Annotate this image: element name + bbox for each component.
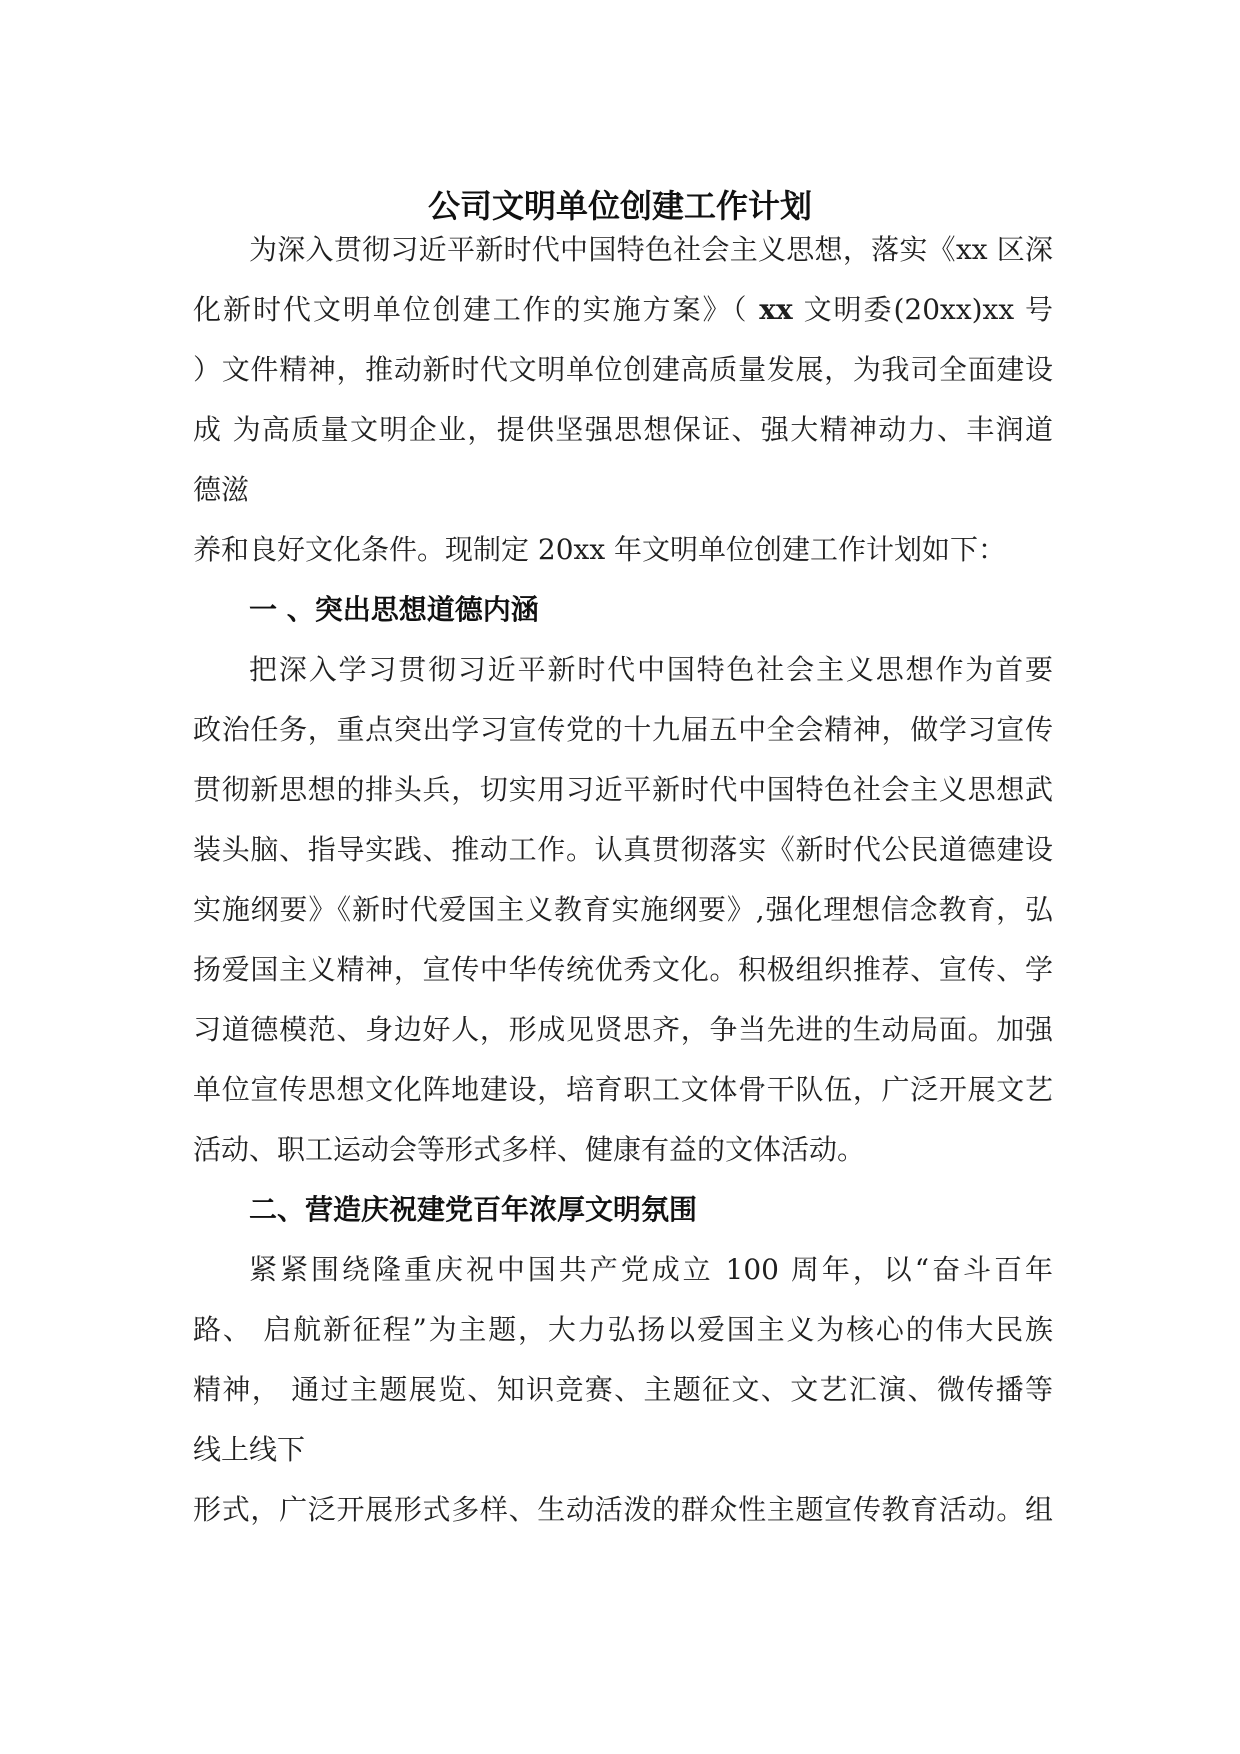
intro-line-5: 德滋 — [193, 473, 250, 506]
section-1-line: 实施纲要》《新时代爱国主义教育实施纲要》,强化理想信念教育，弘 — [193, 893, 1053, 926]
section-1-line: 扬爱国主义精神，宣传中华传统优秀文化。积极组织推荐、宣传、学 — [193, 953, 1053, 986]
section-2-line: 路、 启航新征程”为主题，大力弘扬以爱国主义为核心的伟大民族 — [193, 1313, 1053, 1346]
intro-line-4: 成 为高质量文明企业，提供坚强思想保证、强大精神动力、丰润道 — [193, 413, 1053, 446]
section-1-line: 习道德模范、身边好人，形成见贤思齐，争当先进的生动局面。加强 — [193, 1013, 1053, 1046]
section-2-line: 紧紧围绕隆重庆祝中国共产党成立 100 周年，以“奋斗百年 — [249, 1253, 1053, 1286]
intro-line-2-part-a: 化新时代文明单位创建工作的实施方案》（ — [193, 293, 749, 326]
section-1-heading: 一 、突出思想道德内涵 — [249, 593, 539, 626]
section-1-line: 贯彻新思想的排头兵，切实用习近平新时代中国特色社会主义思想武 — [193, 773, 1053, 806]
document-title: 公司文明单位创建工作计划 — [427, 187, 812, 225]
intro-line-2-part-c: 文明委(20xx)xx 号 — [803, 293, 1053, 326]
section-1-line: 单位宣传思想文化阵地建设，培育职工文体骨干队伍，广泛开展文艺 — [193, 1073, 1053, 1106]
section-2-heading: 二、营造庆祝建党百年浓厚文明氛围 — [249, 1193, 698, 1226]
intro-line-3: ）文件精神，推动新时代文明单位创建高质量发展，为我司全面建设 — [193, 353, 1053, 386]
section-1-line: 装头脑、指导实践、推动工作。认真贯彻落实《新时代公民道德建设 — [193, 833, 1053, 866]
section-1-line: 政治任务，重点突出学习宣传党的十九届五中全会精神，做学习宣传 — [193, 713, 1053, 746]
section-1-line: 把深入学习贯彻习近平新时代中国特色社会主义思想作为首要 — [249, 653, 1053, 686]
intro-line-1: 为深入贯彻习近平新时代中国特色社会主义思想，落实《xx 区深 — [249, 233, 1053, 266]
intro-line-2 — [193, 290, 1053, 330]
section-2-line: 形式，广泛开展形式多样、生动活泼的群众性主题宣传教育活动。组 — [193, 1493, 1053, 1526]
intro-line-2-bold-xx: xx — [759, 293, 793, 326]
section-1-line: 活动、职工运动会等形式多样、健康有益的文体活动。 — [193, 1133, 866, 1166]
section-2-line: 线上线下 — [193, 1433, 306, 1466]
intro-line-6: 养和良好文化条件。现制定 20xx 年文明单位创建工作计划如下： — [193, 533, 1007, 566]
section-2-line: 精神， 通过主题展览、知识竞赛、主题征文、文艺汇演、微传播等 — [193, 1373, 1053, 1406]
